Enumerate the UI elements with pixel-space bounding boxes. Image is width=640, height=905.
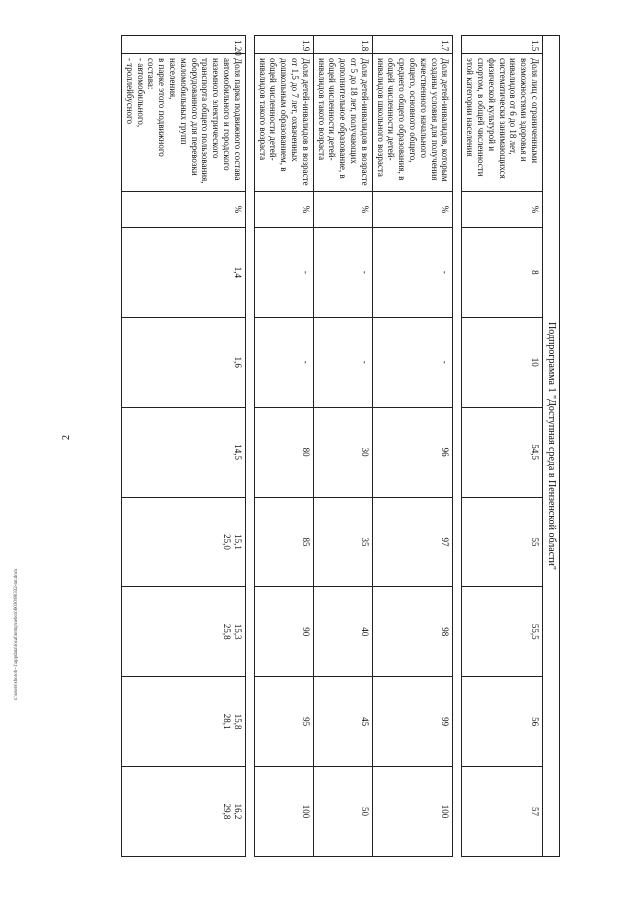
row-number: 1.5 xyxy=(462,36,543,54)
footer-path: c:\users\shorob~1\appdata\local\temp\nebox\6030\80332-nn.docx xyxy=(14,568,19,700)
value-cell: 55 xyxy=(462,497,543,587)
value-cell: - xyxy=(254,317,313,407)
value-cell: 100 xyxy=(254,767,313,857)
value-cell: 40 xyxy=(313,587,372,677)
table-row xyxy=(372,36,453,857)
value-cell: 30 xyxy=(313,407,372,497)
row-number: 1.9 xyxy=(254,36,313,54)
value-cell: 55,5 xyxy=(462,587,543,677)
value-cell: 99 xyxy=(372,677,453,767)
value-cell: - xyxy=(372,228,453,318)
table-row xyxy=(462,36,543,857)
indicator-text: Доля детей-инвалидов, которым созданы условия для получения качественного начального общего, основного общего, среднего общего образования, в общей численности детей-инвалидов школьного возраста xyxy=(372,54,453,192)
value-cell: - xyxy=(372,317,453,407)
section-header-row xyxy=(543,36,560,857)
value-cell: 95 xyxy=(254,677,313,767)
value-cell: 15,3 25,8 xyxy=(122,587,246,677)
value-cell: 15,8 28,1 xyxy=(122,677,246,767)
indicator-text: Доля лиц с ограниченными возможностями здоровья и инвалидов от 6 до 18 лет, систематически занимающихся физической культурой и спортом, в общей численности этой категории населения xyxy=(462,54,543,192)
value-cell: 16,2 29,8 xyxy=(122,767,246,857)
indicator-text: Доля детей-инвалидов в возрасте от 5 до 18 лет, получающих дополнительное образование, в общей численности детей-инвалидов такого возраста xyxy=(313,54,372,192)
table-row xyxy=(254,36,313,857)
unit-cell: % xyxy=(122,192,246,228)
value-cell: 97 xyxy=(372,497,453,587)
value-cell: 35 xyxy=(313,497,372,587)
value-cell: 10 xyxy=(462,317,543,407)
page-number: 2 xyxy=(61,435,72,440)
unit-cell: % xyxy=(313,192,372,228)
value-cell: 57 xyxy=(462,767,543,857)
unit-cell: % xyxy=(254,192,313,228)
unit-cell: % xyxy=(372,192,453,228)
indicator-text: Доля детей-инвалидов в возрасте от 1,5 до 7 лет, охваченных дошкольным образованием, в общей численности детей-инвалидов такого возраста xyxy=(254,54,313,192)
row-number: 1.7 xyxy=(372,36,453,54)
value-cell: 14,5 xyxy=(122,407,246,497)
rotated-table-block xyxy=(121,35,560,857)
value-cell: - xyxy=(254,228,313,318)
table-row xyxy=(313,36,372,857)
value-cell: 80 xyxy=(254,407,313,497)
value-cell: 54,5 xyxy=(462,407,543,497)
value-cell: 96 xyxy=(372,407,453,497)
indicators-table xyxy=(121,35,560,857)
value-cell: 98 xyxy=(372,587,453,677)
value-cell: 50 xyxy=(313,767,372,857)
value-cell: 56 xyxy=(462,677,543,767)
value-cell: 90 xyxy=(254,587,313,677)
value-cell: 1,4 xyxy=(122,228,246,318)
value-cell: - xyxy=(313,228,372,318)
row-number: 1.20 xyxy=(122,36,246,54)
value-cell: 100 xyxy=(372,767,453,857)
section-title: Подпрограмма 1 "Доступная среда в Пензенской области" xyxy=(543,36,560,857)
row-number: 1.8 xyxy=(313,36,372,54)
unit-cell: % xyxy=(462,192,543,228)
indicator-text: Доля парка подвижного состава автомобильного и городского наземного электрического транспорта общего пользования, оборудованного для перевозки маломобильных групп населения, в парке этого подвижного состава: - автомобильного, - троллейбусного xyxy=(122,54,246,192)
value-cell: 85 xyxy=(254,497,313,587)
value-cell: 8 xyxy=(462,228,543,318)
table-row xyxy=(122,36,246,857)
value-cell: 15,1 25,0 xyxy=(122,497,246,587)
value-cell: 1,6 xyxy=(122,317,246,407)
value-cell: - xyxy=(313,317,372,407)
value-cell: 45 xyxy=(313,677,372,767)
